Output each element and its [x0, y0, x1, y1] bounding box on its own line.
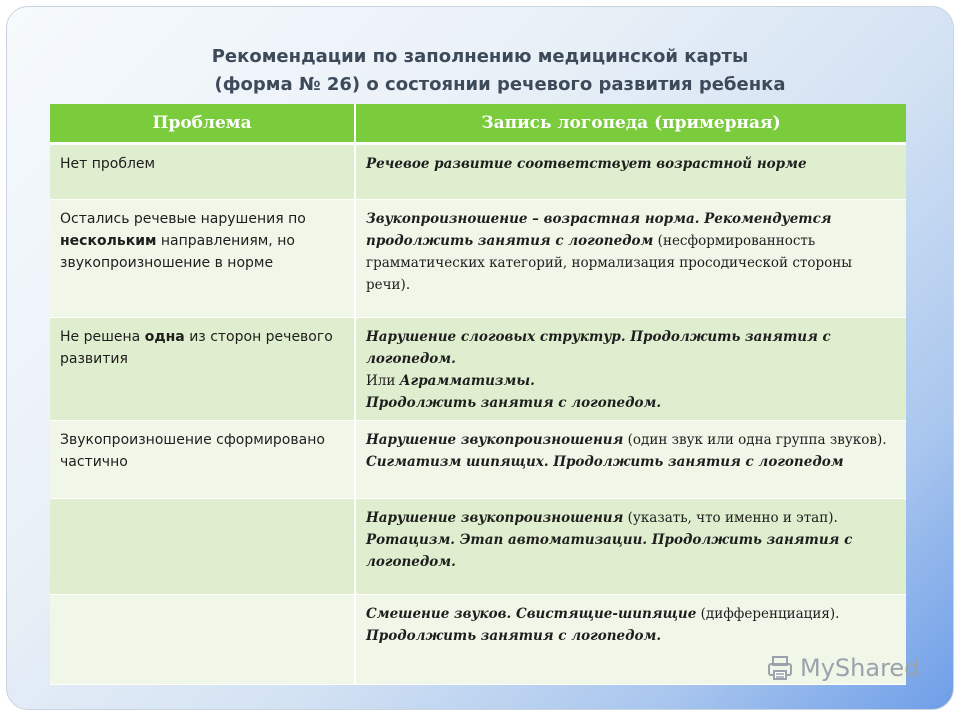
problem-cell: [50, 595, 355, 685]
table-row: [50, 200, 906, 318]
record-text: (указать, что именно и этап).: [623, 510, 838, 526]
problem-cell: [50, 421, 355, 499]
table-body: [50, 144, 906, 685]
record-text: Или: [366, 373, 400, 389]
record-text: Сигматизм шипящих. Продолжить занятия с логопедом: [366, 454, 844, 470]
record-text: (несформированность грамматических категорий, нормализация просодической стороны речи).: [366, 233, 853, 293]
table-row: [50, 421, 906, 499]
problem-text: Нет проблем: [60, 156, 156, 172]
watermark-text: MyShared: [800, 654, 920, 682]
record-cell: [355, 318, 906, 421]
record-text: (дифференциация).: [696, 606, 840, 622]
record-text: Нарушение звукопроизношения: [366, 510, 624, 526]
problem-text: направлениям, но звукопроизношение в норме: [60, 233, 295, 271]
problem-text: из сторон речевого развития: [60, 329, 333, 367]
record-text: Аграмматизмы.: [399, 373, 535, 389]
title-line-1: Рекомендации по заполнению медицинской карты: [211, 46, 749, 67]
problem-cell: [50, 318, 355, 421]
recommendations-table: [50, 104, 906, 685]
record-cell: [355, 200, 906, 318]
record-text: Нарушение слоговых структур. Продолжить занятия с логопедом.: [366, 329, 831, 367]
table-row: [50, 318, 906, 421]
record-text: Продолжить занятия с логопедом.: [366, 395, 662, 411]
printer-icon: [766, 654, 794, 682]
record-text: (один звук или одна группа звуков).: [623, 432, 887, 448]
record-text: Ротацизм. Этап автоматизации. Продолжить занятия с логопедом.: [366, 532, 853, 570]
record-cell: [355, 421, 906, 499]
problem-text: Звукопроизношение сформировано частично: [60, 432, 325, 470]
record-text: Продолжить занятия с логопедом.: [366, 628, 662, 644]
record-text: Смешение звуков. Свистящие-шипящие: [366, 606, 697, 622]
problem-text: одна: [144, 329, 185, 345]
record-text: Речевое развитие соответствует возрастной норме: [366, 156, 807, 172]
problem-cell: [50, 200, 355, 318]
record-cell: [355, 144, 906, 200]
problem-text: нескольким: [60, 233, 157, 249]
record-text: Нарушение звукопроизношения: [366, 432, 624, 448]
problem-text: Остались речевые нарушения по: [60, 211, 306, 227]
header-problem: Проблема: [50, 104, 355, 144]
table-row: [50, 144, 906, 200]
page-title: [7, 43, 953, 99]
watermark: [766, 654, 919, 682]
header-record: Запись логопеда (примерная): [355, 104, 906, 144]
problem-cell: [50, 499, 355, 595]
record-cell: [355, 499, 906, 595]
table-row: [50, 499, 906, 595]
title-line-2: (форма № 26) о состоянии речевого развития ребенка: [214, 74, 786, 95]
record-text: Звукопроизношение – возрастная норма. Рекомендуется продолжить занятия с логопедом: [366, 211, 832, 249]
problem-text: Не решена: [60, 329, 145, 345]
table-header-row: [50, 104, 906, 144]
problem-cell: [50, 144, 355, 200]
